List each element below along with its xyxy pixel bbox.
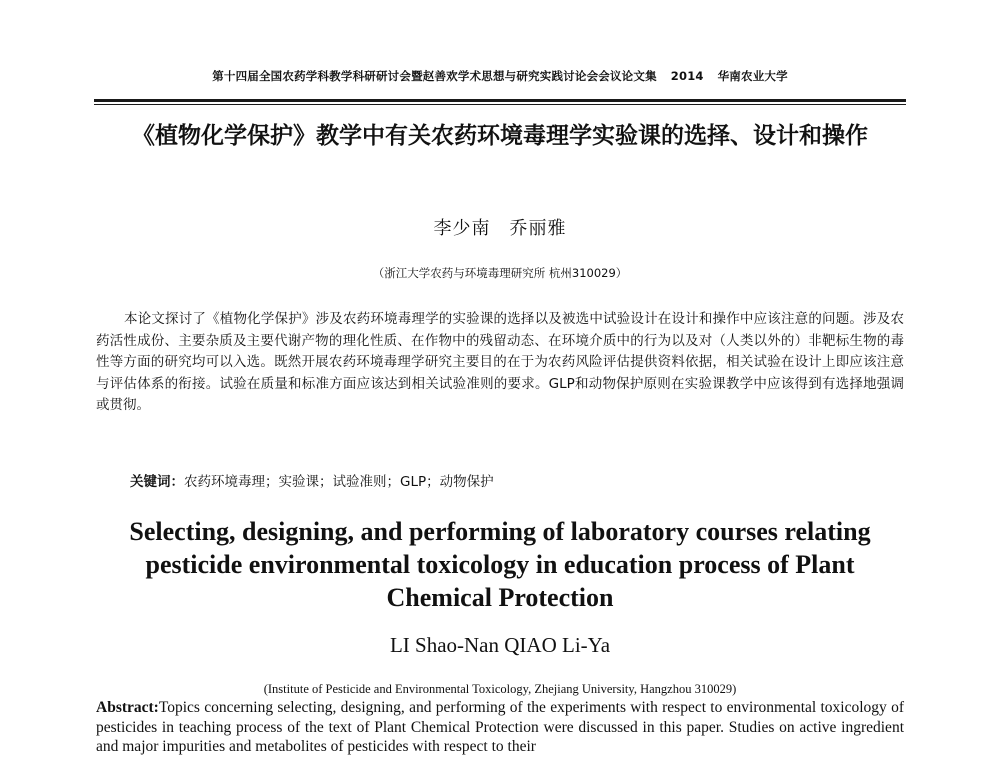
header-rule-thin <box>94 104 906 105</box>
keywords-text: 农药环境毒理；实验课；试验准则；GLP；动物保护 <box>184 474 494 490</box>
abstract-label: Abstract: <box>96 699 159 716</box>
abstract-text: Topics concerning selecting, designing, and performing of the experiments with respect to environmental toxicology of pesticides in teaching process of the text of Plant Chemical Protection were discussed in this paper. Studies on active ingredient and major impurities and metabolites of pesticides with respect to their <box>96 699 904 755</box>
running-header <box>94 68 906 84</box>
chinese-abstract: 本论文探讨了《植物化学保护》涉及农药环境毒理学的实验课的选择以及被选中试验设计在设计和操作中应该注意的问题。涉及农药活性成份、主要杂质及主要代谢产物的理化性质、在作物中的残留动态、在环境介质中的行为以及对（人类以外的）非靶标生物的毒性等方面的研究均可以入选。既然开展农药环境毒理学研究主要目的在于为农药风险评估提供资料依据，相关试验在设计上即应该注意与评估体系的衔接。试验在质量和标准方面应该达到相关试验准则的要求。GLP和动物保护原则在实验课教学中应该得到有选择地强调或贯彻。 <box>96 311 904 414</box>
english-authors: LI Shao-Nan QIAO Li-Ya <box>389 633 611 657</box>
conference-year: 2014 <box>670 69 704 83</box>
keywords-label: 关键词： <box>130 474 184 490</box>
english-abstract <box>96 698 904 757</box>
chinese-title: 《植物化学保护》教学中有关农药环境毒理学实验课的选择、设计和操作 <box>132 123 868 149</box>
english-affiliation: (Institute of Pesticide and Environmental Toxicology, Zhejiang University, Hangzhou 310029) <box>263 682 737 696</box>
chinese-keywords <box>130 470 900 490</box>
chinese-authors: 李少南 乔丽雅 <box>433 218 567 239</box>
host-institution: 华南农业大学 <box>717 69 788 83</box>
conference-name: 第十四届全国农药学科教学科研研讨会暨赵善欢学术思想与研究实践讨论会会议论文集 <box>212 69 657 83</box>
header-rule-thick <box>94 99 906 102</box>
english-title: Selecting, designing, and performing of laboratory courses relating pesticide environmental toxicology in education process of Plant Chemical Protection <box>129 517 871 612</box>
chinese-affiliation: （浙江大学农药与环境毒理研究所 杭州310029） <box>372 266 628 280</box>
